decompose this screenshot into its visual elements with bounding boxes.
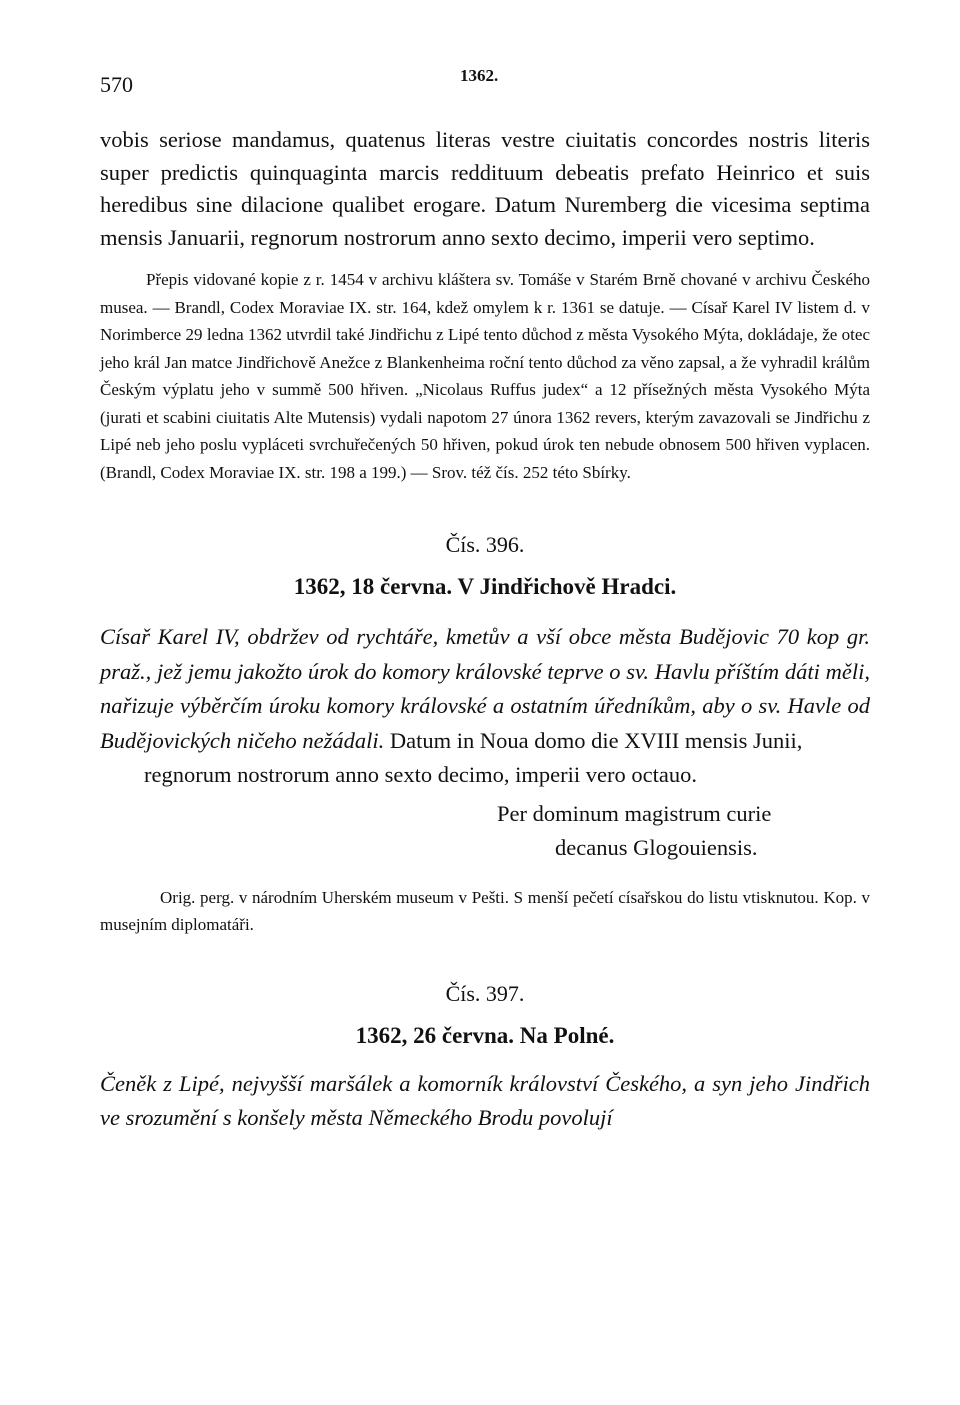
signature-line-1: Per dominum magistrum curie [497, 800, 772, 826]
document-number-397: Čís. 397. [445, 980, 525, 1006]
editorial-note-396: Orig. perg. v národním Uherském museum v Pešti. S menší pečetí císařskou do listu vtisknutou. Kop. v musejním diplomatáři. [100, 887, 870, 934]
running-header-year: 1362. [460, 66, 499, 85]
latin-text-continuation: vobis seriose mandamus, quatenus literas vestre ciuitatis concordes nostris literis super predictis quinquaginta marcis reddituum debeatis prefato Heinrico et suis heredibus sine dilacione qualibet erogare. Datum Nuremberg die vicesima septima mensis Januarii, regnorum nostrorum anno sexto decimo, imperii vero septimo. [100, 127, 870, 250]
page-number: 570 [100, 72, 133, 97]
page-header [100, 60, 870, 100]
document-page [100, 60, 870, 1136]
regest-397: Čeněk z Lipé, nejvyšší maršálek a komorník království Českého, a syn jeho Jindřich ve srozumění s konšely města Německého Brodu povolují [100, 1070, 870, 1130]
document-text-396 [100, 620, 870, 758]
document-heading-397: 1362, 26 června. Na Polné. [355, 1022, 615, 1048]
document-number-396: Čís. 396. [445, 532, 525, 557]
latin-dating-396: Datum in Noua domo die XVIII mensis Junii, [389, 727, 803, 753]
editorial-note-395: Přepis vidované kopie z r. 1454 v archivu kláštera sv. Tomáše v Starém Brně chované v archivu Českého musea. — Brandl, Codex Moraviae IX. str. 164, kdež omylem k r. 1361 se datuje. — Císař Karel IV listem d. v Norimberce 29 ledna 1362 utvrdil také Jindřichu z Lipé tento důchod z města Vysokého Mýta, dokládaje, že otec jeho král Jan matce Jindřichově Anežce z Blankenheima roční tento důchod za věno zapsal, a že vyhradil králům Českým výplatu jeho v summě 500 hřiven. „Nicolaus Ruffus judex“ a 12 přísežných města Vysokého Mýta (jurati et scabini ciuitatis Alte Mutensis) vydali napotom 27 února 1362 revers, kterým zavazovali se Jindřichu z Lipé neb jeho poslu vypláceti svrchuřečených 50 hřiven, pokud úrok ten nebude obnosem 500 hřiven vyplacen. (Brandl, Codex Moraviae IX. str. 198 a 199.) — Srov. též čís. 252 této Sbírky. [100, 270, 870, 482]
regest-396: Císař Karel IV, obdržev od rychtáře, kmetův a vší obce města Budějovic 70 kop gr. praž., jež jemu jakožto úrok do komory královské teprve o sv. Havlu příštím dáti měli, nařizuje výběrčím úroku komory královské a ostatním úředníkům, aby o sv. Havle od Budějovických ničeho nežádali. [100, 624, 870, 753]
latin-dating-396-cont: regnorum nostrorum anno sexto decimo, imperii vero octauo. [144, 762, 697, 787]
signature-line-2: decanus Glogouiensis. [555, 835, 758, 860]
document-heading-396: 1362, 18 června. V Jindřichově Hradci. [293, 574, 677, 599]
